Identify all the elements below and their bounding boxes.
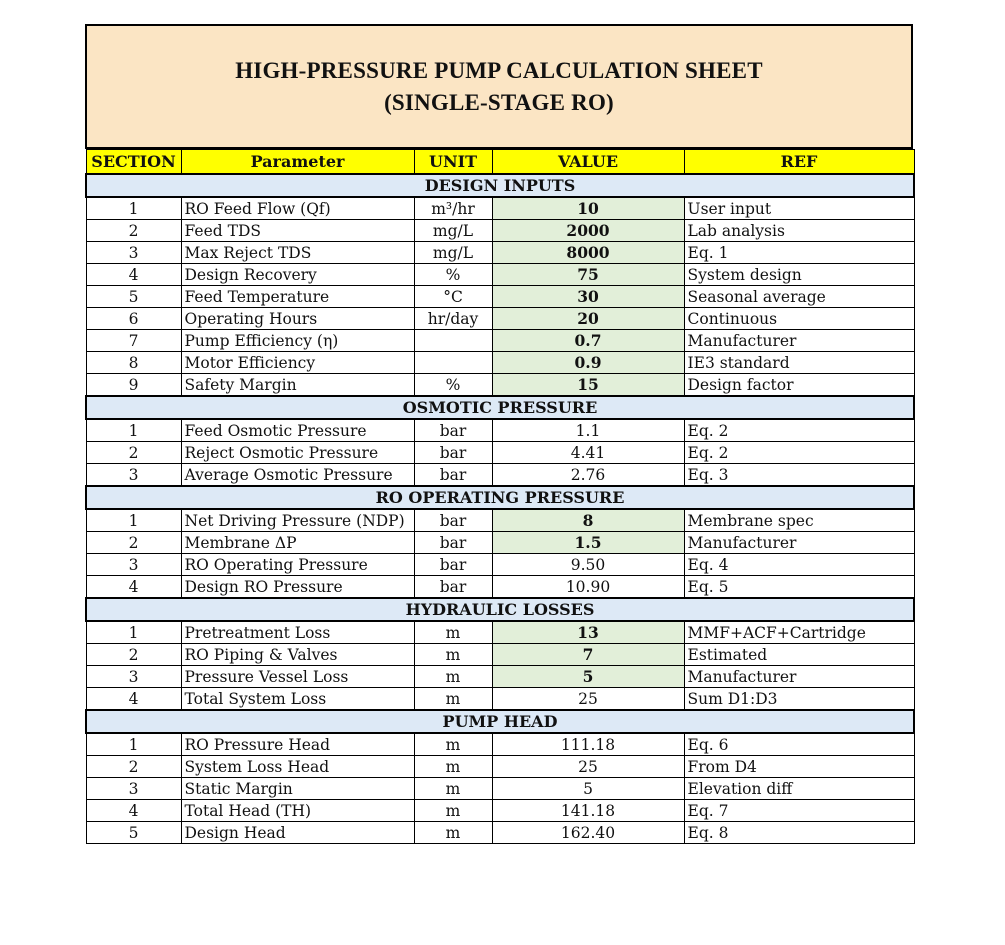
table-row (86, 220, 914, 242)
row-number: 3 (86, 554, 181, 576)
unit-cell: mg/L (414, 242, 492, 264)
calc-table (85, 149, 915, 844)
parameter-cell: Feed TDS (181, 220, 414, 242)
row-number: 5 (86, 822, 181, 844)
header-unit: UNIT (414, 150, 492, 175)
unit-cell: bar (414, 419, 492, 442)
parameter-cell: Design Recovery (181, 264, 414, 286)
ref-cell: Eq. 4 (684, 554, 914, 576)
unit-cell: m³/hr (414, 197, 492, 220)
section-title: RO OPERATING PRESSURE (86, 486, 914, 509)
row-number: 2 (86, 644, 181, 666)
parameter-cell: Total System Loss (181, 688, 414, 711)
unit-cell: bar (414, 442, 492, 464)
row-number: 3 (86, 666, 181, 688)
unit-cell: % (414, 264, 492, 286)
parameter-cell: Feed Temperature (181, 286, 414, 308)
row-number: 2 (86, 756, 181, 778)
section-header-row (86, 486, 914, 509)
row-number: 6 (86, 308, 181, 330)
table-row (86, 419, 914, 442)
unit-cell: % (414, 374, 492, 397)
row-number: 3 (86, 778, 181, 800)
unit-cell: bar (414, 576, 492, 599)
ref-cell: Manufacturer (684, 532, 914, 554)
table-row (86, 532, 914, 554)
row-number: 1 (86, 197, 181, 220)
table-row (86, 464, 914, 487)
ref-cell: Continuous (684, 308, 914, 330)
value-cell: 5 (492, 778, 684, 800)
parameter-cell: Operating Hours (181, 308, 414, 330)
table-row (86, 374, 914, 397)
unit-cell: hr/day (414, 308, 492, 330)
value-cell[interactable]: 75 (492, 264, 684, 286)
sheet-title: HIGH-PRESSURE PUMP CALCULATION SHEET (235, 57, 763, 83)
row-number: 1 (86, 621, 181, 644)
value-cell: 2.76 (492, 464, 684, 487)
value-cell[interactable]: 10 (492, 197, 684, 220)
value-cell: 9.50 (492, 554, 684, 576)
value-cell[interactable]: 5 (492, 666, 684, 688)
value-cell: 111.18 (492, 733, 684, 756)
row-number: 8 (86, 352, 181, 374)
section-header-row (86, 598, 914, 621)
value-cell: 1.1 (492, 419, 684, 442)
table-row (86, 352, 914, 374)
value-cell: 162.40 (492, 822, 684, 844)
table-row (86, 576, 914, 599)
ref-cell: IE3 standard (684, 352, 914, 374)
parameter-cell: Total Head (TH) (181, 800, 414, 822)
parameter-cell: Reject Osmotic Pressure (181, 442, 414, 464)
ref-cell: Eq. 1 (684, 242, 914, 264)
unit-cell: m (414, 800, 492, 822)
unit-cell: m (414, 644, 492, 666)
ref-cell: Lab analysis (684, 220, 914, 242)
ref-cell: Eq. 7 (684, 800, 914, 822)
section-header-row (86, 396, 914, 419)
value-cell[interactable]: 2000 (492, 220, 684, 242)
ref-cell: Eq. 2 (684, 442, 914, 464)
value-cell[interactable]: 0.9 (492, 352, 684, 374)
header-row (86, 150, 914, 175)
parameter-cell: Pump Efficiency (η) (181, 330, 414, 352)
parameter-cell: Max Reject TDS (181, 242, 414, 264)
parameter-cell: Design RO Pressure (181, 576, 414, 599)
ref-cell: MMF+ACF+Cartridge (684, 621, 914, 644)
unit-cell: bar (414, 532, 492, 554)
unit-cell: m (414, 822, 492, 844)
value-cell: 10.90 (492, 576, 684, 599)
table-row (86, 286, 914, 308)
parameter-cell: Net Driving Pressure (NDP) (181, 509, 414, 532)
sheet-subtitle: (SINGLE-STAGE RO) (384, 89, 614, 115)
table-row (86, 822, 914, 844)
value-cell: 4.41 (492, 442, 684, 464)
table-row (86, 330, 914, 352)
parameter-cell: Static Margin (181, 778, 414, 800)
ref-cell: Eq. 2 (684, 419, 914, 442)
unit-cell (414, 330, 492, 352)
value-cell[interactable]: 8 (492, 509, 684, 532)
row-number: 3 (86, 242, 181, 264)
table-row (86, 756, 914, 778)
header-section: SECTION (86, 150, 181, 175)
parameter-cell: Pretreatment Loss (181, 621, 414, 644)
section-title: OSMOTIC PRESSURE (86, 396, 914, 419)
table-row (86, 308, 914, 330)
section-header-row (86, 174, 914, 197)
table-row (86, 554, 914, 576)
section-title: PUMP HEAD (86, 710, 914, 733)
ref-cell: Manufacturer (684, 666, 914, 688)
unit-cell (414, 352, 492, 374)
row-number: 2 (86, 532, 181, 554)
unit-cell: m (414, 733, 492, 756)
value-cell[interactable]: 20 (492, 308, 684, 330)
ref-cell: User input (684, 197, 914, 220)
table-row (86, 242, 914, 264)
row-number: 5 (86, 286, 181, 308)
value-cell: 25 (492, 688, 684, 711)
table-row (86, 264, 914, 286)
unit-cell: m (414, 621, 492, 644)
value-cell[interactable]: 15 (492, 374, 684, 397)
parameter-cell: Design Head (181, 822, 414, 844)
unit-cell: bar (414, 464, 492, 487)
parameter-cell: RO Feed Flow (Qf) (181, 197, 414, 220)
unit-cell: mg/L (414, 220, 492, 242)
ref-cell: From D4 (684, 756, 914, 778)
unit-cell: m (414, 666, 492, 688)
ref-cell: Eq. 5 (684, 576, 914, 599)
row-number: 7 (86, 330, 181, 352)
value-cell[interactable]: 30 (492, 286, 684, 308)
parameter-cell: RO Piping & Valves (181, 644, 414, 666)
value-cell[interactable]: 8000 (492, 242, 684, 264)
table-row (86, 666, 914, 688)
parameter-cell: Pressure Vessel Loss (181, 666, 414, 688)
value-cell[interactable]: 0.7 (492, 330, 684, 352)
parameter-cell: Membrane ΔP (181, 532, 414, 554)
row-number: 1 (86, 733, 181, 756)
ref-cell: Eq. 6 (684, 733, 914, 756)
ref-cell: Estimated (684, 644, 914, 666)
row-number: 2 (86, 442, 181, 464)
parameter-cell: Average Osmotic Pressure (181, 464, 414, 487)
unit-cell: bar (414, 509, 492, 532)
table-row (86, 688, 914, 711)
ref-cell: System design (684, 264, 914, 286)
header-value: VALUE (492, 150, 684, 175)
value-cell[interactable]: 7 (492, 644, 684, 666)
value-cell[interactable]: 13 (492, 621, 684, 644)
header-parameter: Parameter (181, 150, 414, 175)
ref-cell: Manufacturer (684, 330, 914, 352)
parameter-cell: Feed Osmotic Pressure (181, 419, 414, 442)
ref-cell: Elevation diff (684, 778, 914, 800)
header-ref: REF (684, 150, 914, 175)
row-number: 1 (86, 509, 181, 532)
table-row (86, 621, 914, 644)
unit-cell: bar (414, 554, 492, 576)
section-title: DESIGN INPUTS (86, 174, 914, 197)
section-header-row (86, 710, 914, 733)
row-number: 3 (86, 464, 181, 487)
section-title: HYDRAULIC LOSSES (86, 598, 914, 621)
table-row (86, 509, 914, 532)
ref-cell: Membrane spec (684, 509, 914, 532)
table-row (86, 442, 914, 464)
unit-cell: m (414, 756, 492, 778)
ref-cell: Sum D1:D3 (684, 688, 914, 711)
value-cell[interactable]: 1.5 (492, 532, 684, 554)
row-number: 4 (86, 688, 181, 711)
value-cell: 25 (492, 756, 684, 778)
row-number: 2 (86, 220, 181, 242)
title-box (85, 24, 913, 149)
parameter-cell: RO Pressure Head (181, 733, 414, 756)
unit-cell: °C (414, 286, 492, 308)
calculation-sheet (85, 24, 913, 844)
table-row (86, 778, 914, 800)
row-number: 9 (86, 374, 181, 397)
row-number: 4 (86, 800, 181, 822)
ref-cell: Eq. 3 (684, 464, 914, 487)
ref-cell: Seasonal average (684, 286, 914, 308)
ref-cell: Eq. 8 (684, 822, 914, 844)
unit-cell: m (414, 778, 492, 800)
table-row (86, 644, 914, 666)
table-row (86, 733, 914, 756)
parameter-cell: RO Operating Pressure (181, 554, 414, 576)
row-number: 4 (86, 576, 181, 599)
parameter-cell: Safety Margin (181, 374, 414, 397)
parameter-cell: Motor Efficiency (181, 352, 414, 374)
unit-cell: m (414, 688, 492, 711)
parameter-cell: System Loss Head (181, 756, 414, 778)
row-number: 4 (86, 264, 181, 286)
table-row (86, 800, 914, 822)
table-row (86, 197, 914, 220)
ref-cell: Design factor (684, 374, 914, 397)
row-number: 1 (86, 419, 181, 442)
value-cell: 141.18 (492, 800, 684, 822)
